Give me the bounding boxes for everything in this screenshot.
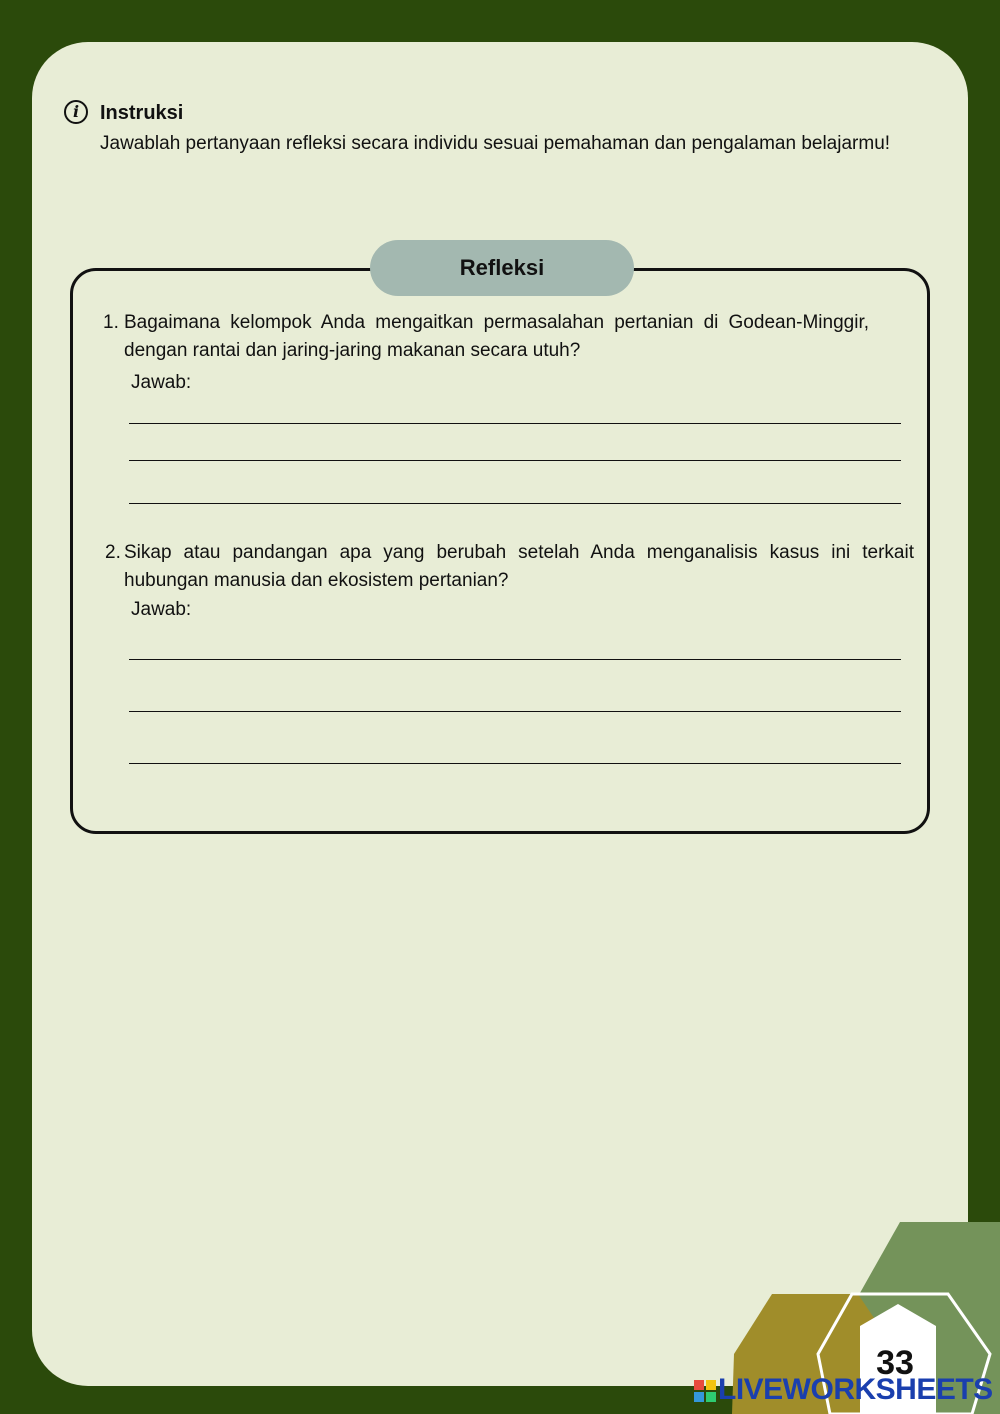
liveworksheets-logo-icon [694,1380,716,1402]
info-icon: i [64,100,88,124]
question-number: 2. [105,542,121,563]
watermark-text: LIVEWORKSHEETS [718,1373,993,1406]
question-number: 1. [103,312,119,333]
reflection-title: Refleksi [370,240,634,296]
instructions-title: Instruksi [100,102,184,124]
question-text: Sikap atau pandangan apa yang berubah setelah Anda menganalisis kasus ini terkait hubungan manusia dan ekosistem pertanian? [124,542,914,591]
question-text: Bagaimana kelompok Anda mengaitkan permasalahan pertanian di Godean-Minggir, dengan rantai dan jaring-jaring makanan secara utuh? [124,312,869,361]
answer-label: Jawab: [131,372,192,393]
page-number: 33 [876,1344,914,1382]
instructions-text: Jawablah pertanyaan refleksi secara individu sesuai pemahaman dan pengalaman belajarmu! [100,133,891,154]
answer-label: Jawab: [131,599,192,620]
